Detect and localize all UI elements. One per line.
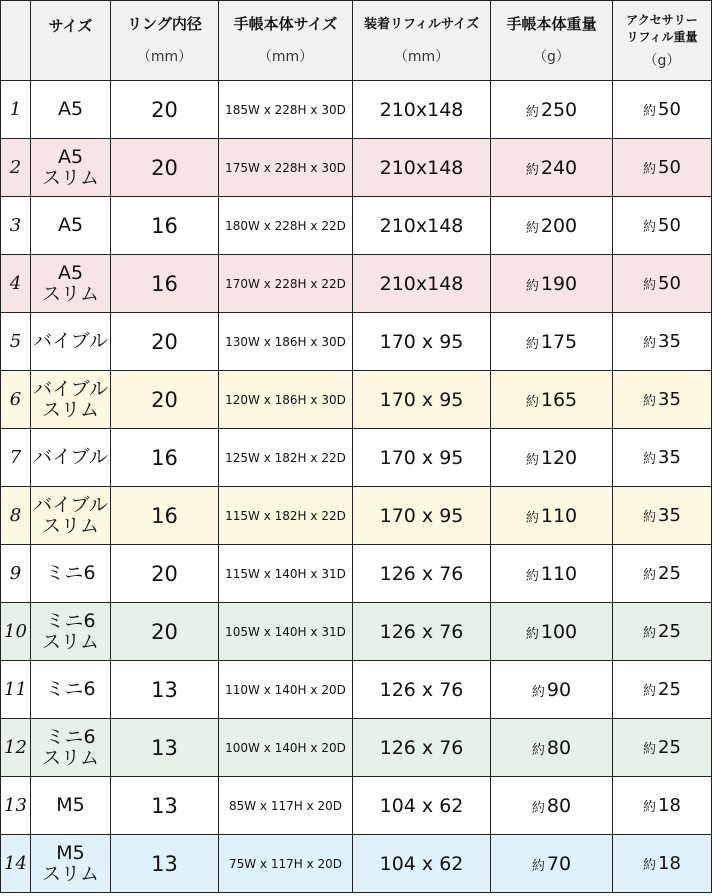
body-weight-value: 110 xyxy=(540,562,578,585)
refill-size-cell: 126 x 76 xyxy=(353,545,491,603)
ring-diameter-cell: 20 xyxy=(111,81,219,139)
size-variant: スリム xyxy=(41,862,99,885)
refill-size-cell: 104 x 62 xyxy=(353,777,491,835)
approx-prefix: 約 xyxy=(643,684,657,699)
acc-weight-value: 35 xyxy=(658,389,681,410)
ring-diameter-cell: 20 xyxy=(111,139,219,197)
row-number: 7 xyxy=(1,429,31,487)
row-number: 6 xyxy=(1,371,31,429)
size-name: ミニ6 xyxy=(45,678,96,700)
size-cell xyxy=(31,603,111,661)
approx-prefix: 約 xyxy=(643,336,657,351)
acc-weight-cell xyxy=(613,719,712,777)
size-variant: スリム xyxy=(41,746,99,769)
acc-weight-value: 18 xyxy=(658,795,681,816)
acc-weight-value: 25 xyxy=(658,621,681,642)
row-number: 12 xyxy=(1,719,31,777)
refill-size-cell: 126 x 76 xyxy=(353,603,491,661)
approx-prefix: 約 xyxy=(643,510,657,525)
acc-weight-cell xyxy=(613,835,712,893)
row-number: 14 xyxy=(1,835,31,893)
approx-prefix: 約 xyxy=(643,220,657,235)
refill-size-cell: 126 x 76 xyxy=(353,719,491,777)
body-weight-cell xyxy=(491,255,613,313)
refill-size-cell: 210x148 xyxy=(353,139,491,197)
header-body-size-unit: （mm） xyxy=(257,49,314,65)
header-refill-size xyxy=(353,1,491,81)
body-weight-cell xyxy=(491,661,613,719)
body-size-cell: 175W x 228H x 30D xyxy=(219,139,353,197)
table-body xyxy=(1,81,712,893)
size-name: ミニ6 xyxy=(45,725,96,748)
approx-prefix: 約 xyxy=(643,800,657,815)
body-weight-cell xyxy=(491,487,613,545)
approx-prefix: 約 xyxy=(643,394,657,409)
approx-prefix: 約 xyxy=(643,104,657,119)
acc-weight-value: 25 xyxy=(658,563,681,584)
approx-prefix: 約 xyxy=(643,568,657,583)
acc-weight-cell xyxy=(613,197,712,255)
header-acc-weight-line1: アクセサリー xyxy=(626,12,698,27)
body-weight-cell xyxy=(491,313,613,371)
ring-diameter-cell: 13 xyxy=(111,719,219,777)
size-cell xyxy=(31,777,111,835)
table-row xyxy=(1,197,712,255)
table-row xyxy=(1,777,712,835)
approx-prefix: 約 xyxy=(643,742,657,757)
ring-diameter-cell: 20 xyxy=(111,313,219,371)
header-body-weight xyxy=(491,1,613,81)
acc-weight-value: 25 xyxy=(658,679,681,700)
body-weight-value: 80 xyxy=(546,736,572,759)
ring-diameter-cell: 13 xyxy=(111,835,219,893)
size-name: バイブル xyxy=(33,330,108,352)
row-number: 5 xyxy=(1,313,31,371)
refill-size-cell: 170 x 95 xyxy=(353,371,491,429)
acc-weight-cell xyxy=(613,429,712,487)
acc-weight-cell xyxy=(613,777,712,835)
table-row xyxy=(1,139,712,197)
acc-weight-cell xyxy=(613,139,712,197)
approx-prefix: 約 xyxy=(525,452,539,468)
acc-weight-value: 18 xyxy=(658,853,681,874)
ring-diameter-cell: 13 xyxy=(111,777,219,835)
body-weight-value: 120 xyxy=(540,446,578,469)
size-name: ミニ6 xyxy=(45,609,96,632)
header-body-size xyxy=(219,1,353,81)
table-row xyxy=(1,835,712,893)
ring-diameter-cell: 13 xyxy=(111,661,219,719)
size-cell xyxy=(31,197,111,255)
approx-prefix: 約 xyxy=(531,742,545,758)
size-cell xyxy=(31,81,111,139)
size-name: A5 xyxy=(57,261,84,284)
body-weight-cell xyxy=(491,777,613,835)
ring-diameter-cell: 16 xyxy=(111,255,219,313)
ring-diameter-cell: 20 xyxy=(111,545,219,603)
body-size-cell: 85W x 117H x 20D xyxy=(219,777,353,835)
approx-prefix: 約 xyxy=(525,336,539,352)
row-number: 13 xyxy=(1,777,31,835)
acc-weight-cell xyxy=(613,545,712,603)
acc-weight-value: 50 xyxy=(658,215,681,236)
header-acc-weight xyxy=(613,1,712,81)
size-name: ミニ6 xyxy=(45,562,96,584)
header-ring-unit: （mm） xyxy=(136,49,193,65)
table-row xyxy=(1,313,712,371)
header-ring xyxy=(111,1,219,81)
row-number: 3 xyxy=(1,197,31,255)
body-size-cell: 185W x 228H x 30D xyxy=(219,81,353,139)
row-number: 1 xyxy=(1,81,31,139)
header-body-weight-label: 手帳本体重量 xyxy=(506,15,597,33)
body-weight-value: 200 xyxy=(540,214,578,237)
ring-diameter-cell: 16 xyxy=(111,197,219,255)
size-name: A5 xyxy=(57,145,84,168)
approx-prefix: 約 xyxy=(525,162,539,178)
body-weight-cell xyxy=(491,197,613,255)
acc-weight-value: 35 xyxy=(658,447,681,468)
size-name: M5 xyxy=(56,841,85,864)
row-number: 9 xyxy=(1,545,31,603)
size-cell xyxy=(31,661,111,719)
body-weight-value: 70 xyxy=(546,852,572,875)
body-weight-cell xyxy=(491,545,613,603)
table-header xyxy=(1,1,712,81)
size-cell xyxy=(31,313,111,371)
header-size-label: サイズ xyxy=(48,17,93,35)
acc-weight-value: 50 xyxy=(658,157,681,178)
acc-weight-cell xyxy=(613,603,712,661)
table-row xyxy=(1,487,712,545)
body-weight-cell xyxy=(491,719,613,777)
size-name: M5 xyxy=(56,794,85,816)
approx-prefix: 約 xyxy=(643,452,657,467)
header-ring-label: リング内径 xyxy=(127,15,202,33)
acc-weight-value: 35 xyxy=(658,505,681,526)
body-weight-value: 100 xyxy=(540,620,578,643)
header-body-weight-unit: （g） xyxy=(533,49,570,65)
body-size-cell: 105W x 140H x 31D xyxy=(219,603,353,661)
refill-size-cell: 126 x 76 xyxy=(353,661,491,719)
table-row xyxy=(1,603,712,661)
header-acc-weight-line2: リフィル重量 xyxy=(626,29,698,44)
row-number: 11 xyxy=(1,661,31,719)
ring-diameter-cell: 20 xyxy=(111,603,219,661)
approx-prefix: 約 xyxy=(525,278,539,294)
body-size-cell: 125W x 182H x 22D xyxy=(219,429,353,487)
acc-weight-cell xyxy=(613,81,712,139)
body-size-cell: 115W x 182H x 22D xyxy=(219,487,353,545)
approx-prefix: 約 xyxy=(525,394,539,410)
size-name: A5 xyxy=(57,214,84,236)
header-refill-size-unit: （mm） xyxy=(393,49,450,65)
body-weight-value: 190 xyxy=(540,272,578,295)
acc-weight-cell xyxy=(613,371,712,429)
acc-weight-value: 25 xyxy=(658,737,681,758)
body-weight-cell xyxy=(491,81,613,139)
approx-prefix: 約 xyxy=(525,626,539,642)
body-weight-cell xyxy=(491,429,613,487)
size-name: バイブル xyxy=(33,493,108,516)
row-number: 10 xyxy=(1,603,31,661)
header-size xyxy=(31,1,111,81)
approx-prefix: 約 xyxy=(643,162,657,177)
refill-size-cell: 170 x 95 xyxy=(353,429,491,487)
refill-size-cell: 104 x 62 xyxy=(353,835,491,893)
body-size-cell: 75W x 117H x 20D xyxy=(219,835,353,893)
header-acc-weight-unit: （g） xyxy=(643,52,681,69)
body-size-cell: 110W x 140H x 20D xyxy=(219,661,353,719)
refill-size-cell: 170 x 95 xyxy=(353,487,491,545)
ring-diameter-cell: 20 xyxy=(111,371,219,429)
refill-size-cell: 210x148 xyxy=(353,81,491,139)
body-weight-cell xyxy=(491,603,613,661)
table-row xyxy=(1,719,712,777)
refill-size-cell: 170 x 95 xyxy=(353,313,491,371)
approx-prefix: 約 xyxy=(643,626,657,641)
size-variant: スリム xyxy=(41,166,99,189)
size-cell xyxy=(31,371,111,429)
body-weight-value: 80 xyxy=(546,794,572,817)
approx-prefix: 約 xyxy=(525,568,539,584)
row-number: 4 xyxy=(1,255,31,313)
body-size-cell: 130W x 186H x 30D xyxy=(219,313,353,371)
body-weight-value: 110 xyxy=(540,504,578,527)
acc-weight-value: 50 xyxy=(658,99,681,120)
header-refill-size-label: 装着リフィルサイズ xyxy=(364,17,479,32)
size-cell xyxy=(31,719,111,777)
table-row xyxy=(1,81,712,139)
size-variant: スリム xyxy=(41,398,99,421)
body-weight-value: 165 xyxy=(540,388,578,411)
approx-prefix: 約 xyxy=(525,220,539,236)
acc-weight-cell xyxy=(613,313,712,371)
approx-prefix: 約 xyxy=(531,800,545,816)
approx-prefix: 約 xyxy=(643,278,657,293)
approx-prefix: 約 xyxy=(525,510,539,526)
size-cell xyxy=(31,545,111,603)
header-body-size-label: 手帳本体サイズ xyxy=(233,15,338,33)
approx-prefix: 約 xyxy=(531,684,545,700)
size-name: バイブル xyxy=(33,446,108,468)
size-cell xyxy=(31,429,111,487)
refill-size-cell: 210x148 xyxy=(353,197,491,255)
acc-weight-cell xyxy=(613,255,712,313)
ring-diameter-cell: 16 xyxy=(111,487,219,545)
body-size-cell: 115W x 140H x 31D xyxy=(219,545,353,603)
acc-weight-cell xyxy=(613,487,712,545)
body-size-cell: 120W x 186H x 30D xyxy=(219,371,353,429)
row-number: 8 xyxy=(1,487,31,545)
body-weight-value: 90 xyxy=(546,678,572,701)
size-variant: スリム xyxy=(41,282,99,305)
size-name: A5 xyxy=(57,98,84,120)
table-row xyxy=(1,661,712,719)
table-row xyxy=(1,255,712,313)
body-weight-value: 175 xyxy=(540,330,578,353)
refill-size-cell: 210x148 xyxy=(353,255,491,313)
body-weight-value: 240 xyxy=(540,156,578,179)
size-cell xyxy=(31,255,111,313)
size-cell xyxy=(31,139,111,197)
size-variant: スリム xyxy=(41,514,99,537)
body-weight-cell xyxy=(491,835,613,893)
row-number: 2 xyxy=(1,139,31,197)
size-variant: スリム xyxy=(41,630,99,653)
body-weight-cell xyxy=(491,371,613,429)
body-size-cell: 170W x 228H x 22D xyxy=(219,255,353,313)
acc-weight-cell xyxy=(613,661,712,719)
body-size-cell: 180W x 228H x 22D xyxy=(219,197,353,255)
body-size-cell: 100W x 140H x 20D xyxy=(219,719,353,777)
ring-diameter-cell: 16 xyxy=(111,429,219,487)
body-weight-value: 250 xyxy=(540,98,578,121)
header-index xyxy=(1,1,31,81)
body-weight-cell xyxy=(491,139,613,197)
acc-weight-value: 50 xyxy=(658,273,681,294)
size-name: バイブル xyxy=(33,377,108,400)
table-row xyxy=(1,545,712,603)
approx-prefix: 約 xyxy=(531,858,545,874)
size-cell xyxy=(31,835,111,893)
table-row xyxy=(1,429,712,487)
acc-weight-value: 35 xyxy=(658,331,681,352)
approx-prefix: 約 xyxy=(525,104,539,120)
approx-prefix: 約 xyxy=(643,858,657,873)
table-row xyxy=(1,371,712,429)
size-cell xyxy=(31,487,111,545)
